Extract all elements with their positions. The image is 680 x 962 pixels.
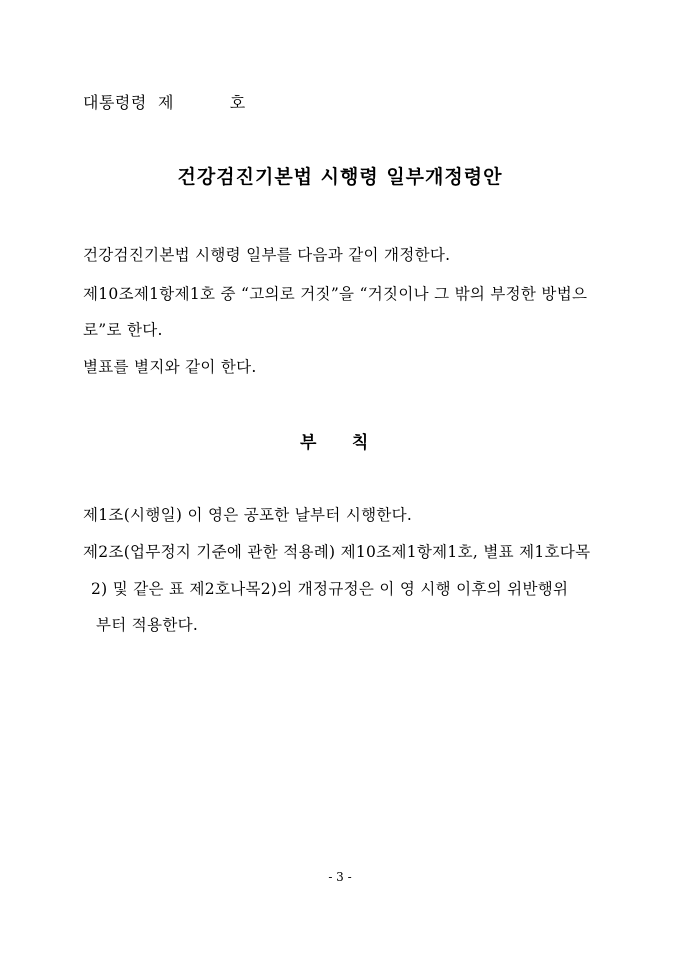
article-2-application-continued: 부터 적용한다. [96,616,199,634]
amendment-line: 별표를 별지와 같이 한다. [83,358,257,376]
article-2-application: 제2조(업무정지 기준에 관한 적용례) 제10조제1항제1호, 별표 제1호다목 [83,543,591,561]
article-2-application-continued: 2) 및 같은 표 제2호나목2)의 개정규정은 이 영 시행 이후의 위반행위 [91,580,569,598]
amendment-line: 제10조제1항제1호 중 “고의로 거짓”을 “거짓이나 그 밖의 부정한 방법으 [83,285,588,303]
article-1-effective-date: 제1조(시행일) 이 영은 공포한 날부터 시행한다. [83,506,413,524]
page-number: - 3 - [328,870,352,884]
supplementary-provisions-heading: 부 칙 [300,433,369,453]
amendment-line: 로”로 한다. [83,321,163,339]
decree-number: 대통령령 제 호 [83,93,246,112]
document-title: 건강검진기본법 시행령 일부개정령안 [177,166,503,188]
amendment-line: 건강검진기본법 시행령 일부를 다음과 같이 개정한다. [83,246,451,264]
